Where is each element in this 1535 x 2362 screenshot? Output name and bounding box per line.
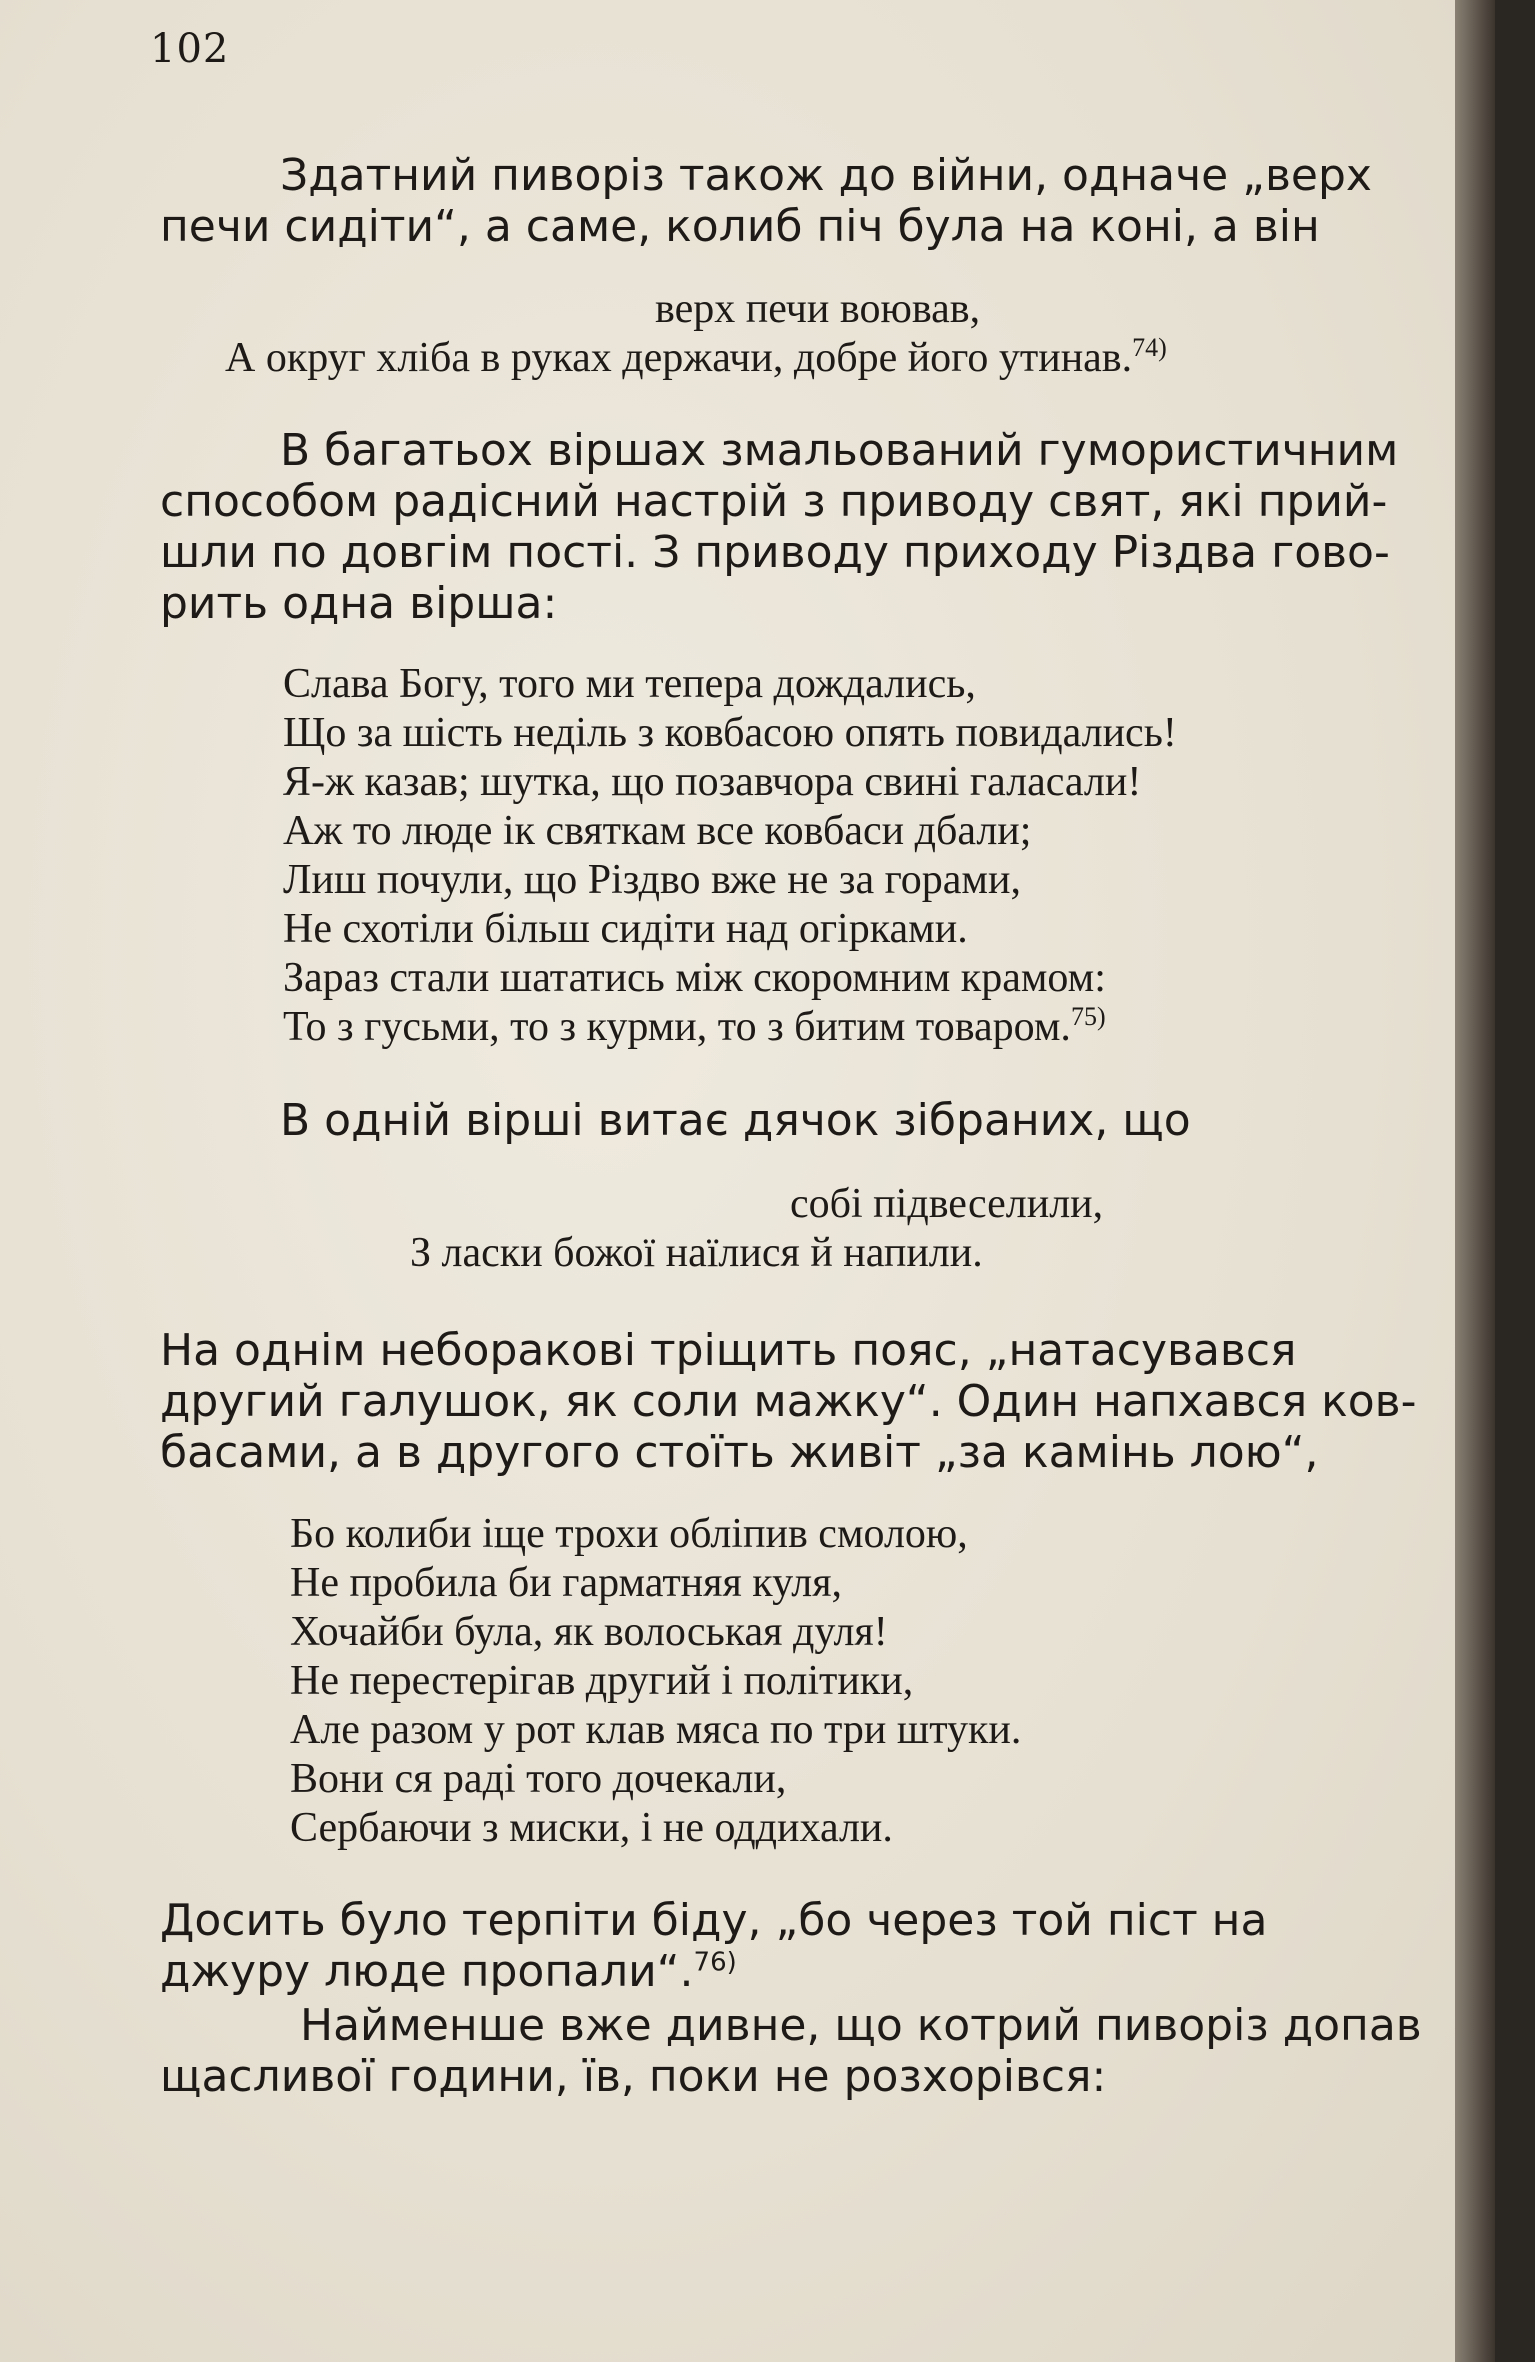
verse-line <box>283 1003 1177 1052</box>
verse-line <box>225 334 1167 383</box>
verse-line: Вони ся раді того дочекали, <box>290 1756 787 1802</box>
verse-line: Хочайби була, як волоськая дуля! <box>290 1609 888 1655</box>
paragraph-6 <box>160 2000 1500 2102</box>
verse-line: Сербаючи з миски, і не оддихали. <box>290 1805 893 1851</box>
verse-line: верх печи воював, <box>655 286 981 332</box>
verse-quote-2 <box>283 660 1177 1052</box>
footnote-ref: 76) <box>693 1947 737 1978</box>
verse-line: Не схотіли більш сидіти над огірками. <box>283 906 968 952</box>
paragraph-5 <box>160 1895 1500 1997</box>
text-line: другий галушок, як соли мажку“. Один напхався ков- <box>160 1376 1417 1427</box>
footnote-ref: 75) <box>1070 1002 1106 1031</box>
paragraph-4 <box>160 1325 1500 1478</box>
verse-quote-1 <box>225 285 1167 383</box>
verse-line: Але разом у рот клав мяса по три штуки. <box>290 1707 1022 1753</box>
verse-line-text: А округ хліба в руках держачи, добре його утинав. <box>225 335 1133 381</box>
verse-line: Аж то люде ік святкам все ковбаси дбали; <box>283 808 1032 854</box>
text-line: В одній вірші витає дячок зібраних, що <box>280 1095 1191 1146</box>
verse-line: Не перестерігав другий і політики, <box>290 1658 914 1704</box>
footnote-ref: 74) <box>1132 333 1167 362</box>
paragraph-3 <box>280 1095 1535 1146</box>
verse-quote-3 <box>410 1180 1103 1278</box>
text-line: печи сидіти“, а саме, колиб піч була на коні, а він <box>160 201 1320 252</box>
paragraph-1 <box>160 150 1500 252</box>
text-line: На однім неборакові тріщить пояс, „натасувався <box>160 1325 1297 1376</box>
text-line: В багатьох віршах змальований гумористичним <box>280 425 1399 476</box>
verse-line: З ласки божої наїлися й напили. <box>410 1230 983 1276</box>
text-line: шли по довгім пості. З приводу приходу Різдва гово- <box>160 527 1390 578</box>
page-number: 102 <box>150 26 230 72</box>
text-line: Досить було терпіти біду, „бо через той піст на <box>160 1895 1268 1946</box>
text-line-content: джуру люде пропали“. <box>160 1946 694 1997</box>
verse-line: собі підвеселили, <box>790 1181 1104 1227</box>
verse-line: Я-ж казав; шутка, що позавчора свині галасали! <box>283 759 1142 805</box>
page-gutter <box>1455 0 1495 2362</box>
text-line <box>160 1946 1500 1997</box>
verse-line: Не пробила би гарматняя куля, <box>290 1560 843 1606</box>
text-line: Здатний пивоpіз також до війни, одначе „верх <box>280 150 1372 201</box>
verse-line-text: То з гусьми, то з курми, то з битим товаром. <box>283 1004 1071 1050</box>
verse-line: Бо колиби іще трохи обліпив смолою, <box>290 1511 968 1557</box>
text-line: способом радісний настрій з приводу свят, які прий- <box>160 476 1388 527</box>
verse-quote-4 <box>290 1510 1021 1853</box>
text-line: щасливої години, їв, поки не розхорівся: <box>160 2051 1107 2102</box>
text-line: басами, а в другого стоїть живіт „за камінь лою“, <box>160 1427 1319 1478</box>
paragraph-2 <box>160 425 1500 629</box>
text-line: Найменше вже дивне, що котрий пивоpіз допав <box>300 2000 1422 2051</box>
verse-line: Слава Богу, того ми тепера дождались, <box>283 661 976 707</box>
verse-line: Що за шість неділь з ковбасою опять повидались! <box>283 710 1177 756</box>
verse-line: Лиш почули, що Різдво вже не за горами, <box>283 857 1021 903</box>
verse-line: Зараз стали шататись між скоромним крамом: <box>283 955 1106 1001</box>
text-line: рить одна вірша: <box>160 578 558 629</box>
